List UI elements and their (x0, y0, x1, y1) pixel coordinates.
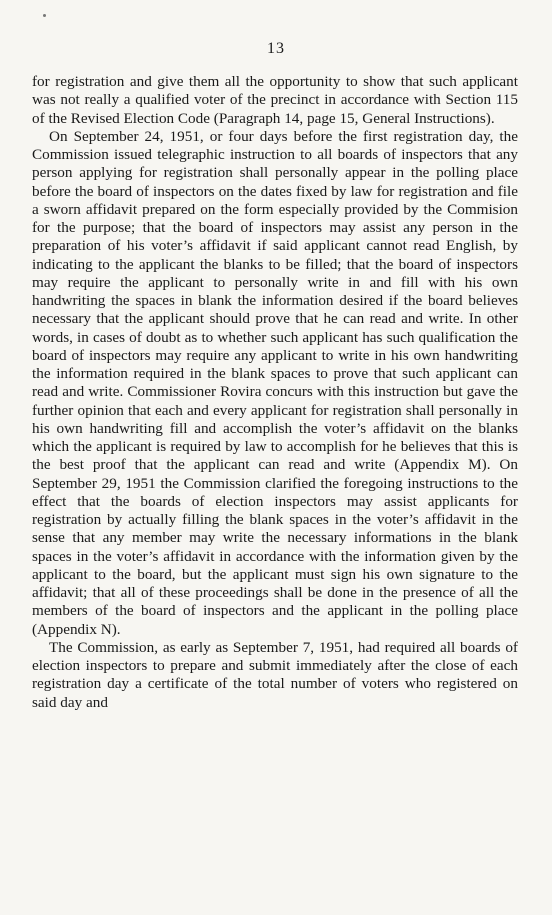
paper-speck (43, 14, 46, 17)
paragraph-september-24: On September 24, 1951, or four days before the first registration day, the Commission issued telegraphic instruction to all boards of inspectors that any person applying for registration shall personally appear in the polling place before the board of inspectors on the dates fixed by law for registration and file a sworn affidavit prepared on the form especially provided by the Commision for the purpose; that the board of inspectors may assist any person in the preparation of his voter’s affidavit if said applicant cannot read English, by indicating to the applicant the blanks to be filled; that the board of inspectors may require the applicant to personally write in and fill with his own handwriting the spaces in blank the information desired if the board believes necessary that the applicant should prove that he can read and write. In other words, in cases of doubt as to whether such applicant has such qualification the board of inspectors may require any applicant to write in his own handwriting the information required in the blank spaces to prove that such applicant can read and write. Commissioner Rovira concurs with this instruction but gave the further opinion that each and every applicant for registration shall personally in his own handwriting fill and accomplish the voter’s affidavit on the blanks which the applicant is required by law to accomplish for he believes that this is the best proof that the applicant can read and write (Appendix M). On September 29, 1951 the Commission clarified the foregoing instructions to the effect that the boards of election inspectors may assist applicants for registration by actually filling the blank spaces in the voter’s affidavit in the sense that any member may write the necessary informations in the blank spaces in the voter’s affidavit in accordance with the information given by the applicant to the board, but the applicant must sign his own signature to the affidavit; that all of these proceedings shall be done in the presence of all the members of the board of inspectors and the applicant in the polling place (Appendix N). (32, 127, 518, 638)
page-number: 13 (267, 40, 285, 57)
paragraph-september-7: The Commission, as early as September 7, 1951, had required all boards of election inspectors to prepare and submit immediately after the close of each registration day a certificate of the total number of voters who registered on said day and (32, 638, 518, 711)
body-text (32, 73, 518, 712)
paragraph-continuation: for registration and give them all the opportunity to show that such applicant was not really a qualified voter of the precinct in accordance with Section 115 of the Revised Election Code (Paragraph 14, page 15, General Instructions). (32, 73, 518, 127)
